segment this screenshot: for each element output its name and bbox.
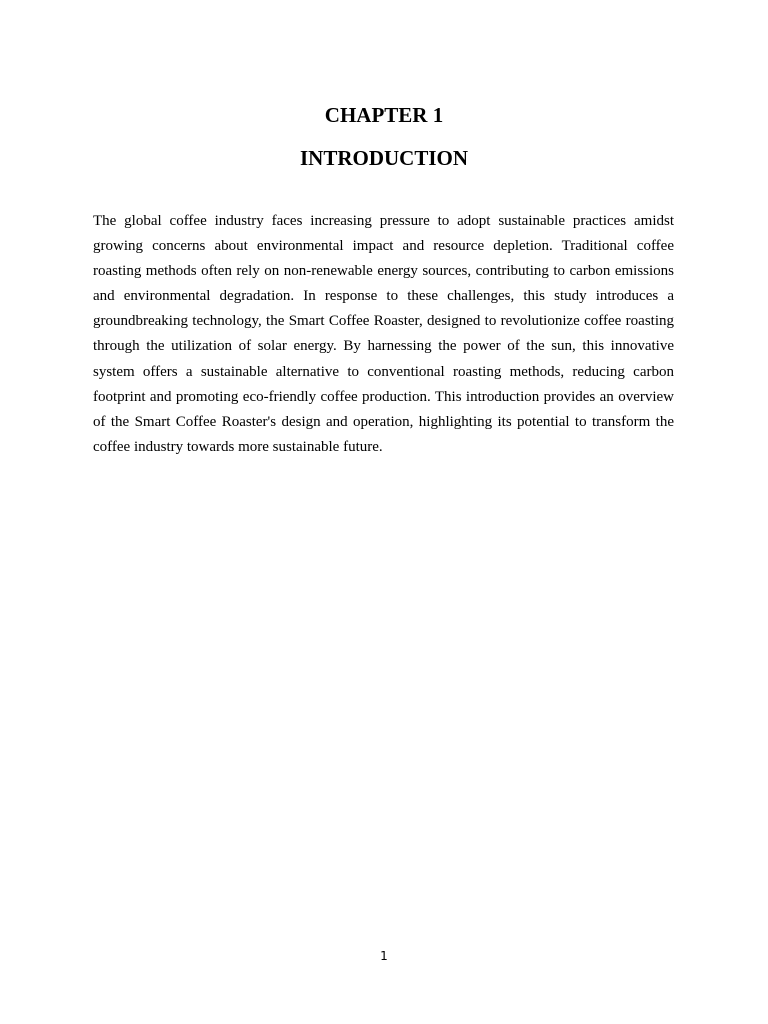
chapter-title: INTRODUCTION: [299, 146, 469, 170]
body-paragraph: The global coffee industry faces increasing pressure to adopt sustainable practices amidst growing concerns about environmental impact and resource depletion. Traditional coffee roasting methods often rely on non-renewable energy sources, contributing to carbon emissions and environmental degradation. In response to these challenges, this study introduces a groundbreaking technology, the Smart Coffee Roaster, designed to revolutionize coffee roasting through the utilization of solar energy. By harnessing the power of the sun, this innovative system offers a sustainable alternative to conventional roasting methods, reducing carbon footprint and promoting eco-friendly coffee production. This introduction provides an overview of the Smart Coffee Roaster's design and operation, highlighting its potential to transform the coffee industry towards more sustainable future.: [93, 213, 674, 455]
page-number: 1: [380, 949, 388, 963]
chapter-label: CHAPTER 1: [324, 103, 444, 127]
